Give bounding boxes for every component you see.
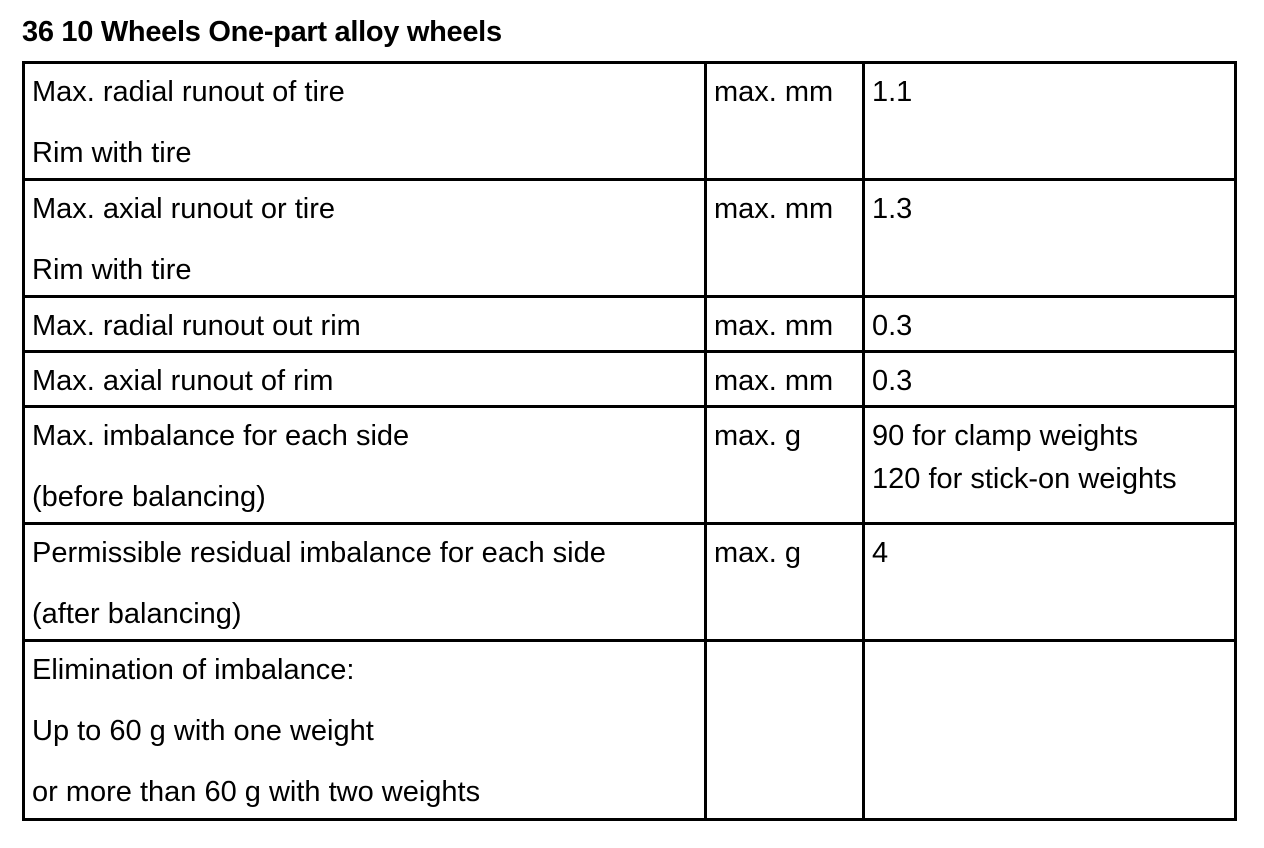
value-text: 90 for clamp weights [872, 420, 1138, 452]
table-row [24, 641, 1236, 820]
unit-text: max. g [714, 537, 802, 569]
unit-cell [706, 524, 864, 641]
value-cell [864, 180, 1236, 297]
specifications-table [22, 61, 1237, 821]
parameter-cell [24, 297, 706, 352]
parameter-text: Max. imbalance for each side [32, 420, 410, 452]
parameter-text: Elimination of imbalance: [32, 654, 355, 686]
value-text: 1.3 [872, 193, 913, 225]
parameter-cell [24, 641, 706, 820]
unit-text: max. mm [714, 76, 834, 108]
table-row [24, 524, 1236, 641]
unit-text: max. mm [714, 365, 834, 397]
value-text: 4 [872, 537, 889, 569]
value-text: 120 for stick-on weights [872, 463, 1177, 495]
unit-cell [706, 407, 864, 524]
table-row [24, 352, 1236, 407]
table-row [24, 63, 1236, 180]
parameter-text: Rim with tire [32, 137, 192, 169]
parameter-text: or more than 60 g with two weights [32, 776, 481, 808]
unit-text: max. g [714, 420, 802, 452]
unit-cell [706, 297, 864, 352]
parameter-cell [24, 180, 706, 297]
unit-cell [706, 180, 864, 297]
table-row [24, 180, 1236, 297]
parameter-text: Rim with tire [32, 254, 192, 286]
value-cell [864, 641, 1236, 820]
table-row [24, 297, 1236, 352]
page-title: 36 10 Wheels One-part alloy wheels [22, 16, 502, 48]
parameter-text: Permissible residual imbalance for each side [32, 537, 606, 569]
table-row [24, 407, 1236, 524]
parameter-text: Max. radial runout of tire [32, 76, 345, 108]
unit-cell [706, 641, 864, 820]
value-text: 1.1 [872, 76, 913, 108]
unit-text: max. mm [714, 193, 834, 225]
value-cell [864, 352, 1236, 407]
value-cell [864, 297, 1236, 352]
unit-text: max. mm [714, 310, 834, 342]
value-cell [864, 407, 1236, 524]
value-cell [864, 63, 1236, 180]
unit-cell [706, 352, 864, 407]
parameter-cell [24, 63, 706, 180]
parameter-text: (before balancing) [32, 481, 266, 513]
parameter-text: Max. axial runout of rim [32, 365, 334, 397]
parameter-text: Max. axial runout or tire [32, 193, 336, 225]
parameter-text: Max. radial runout out rim [32, 310, 361, 342]
unit-cell [706, 63, 864, 180]
parameter-cell [24, 524, 706, 641]
parameter-cell [24, 407, 706, 524]
value-text: 0.3 [872, 365, 913, 397]
value-text: 0.3 [872, 310, 913, 342]
parameter-text: Up to 60 g with one weight [32, 715, 374, 747]
parameter-text: (after balancing) [32, 598, 242, 630]
value-cell [864, 524, 1236, 641]
parameter-cell [24, 352, 706, 407]
